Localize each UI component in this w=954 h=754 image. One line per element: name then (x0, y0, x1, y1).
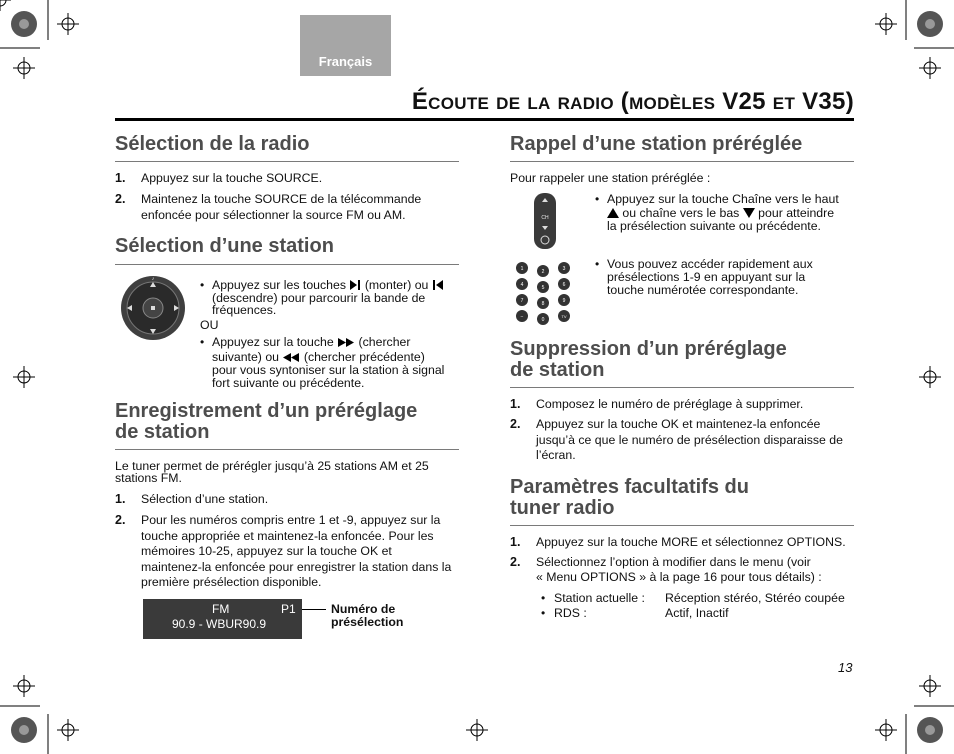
bullet-text: présélections 1-9 en appuyant sur la (607, 270, 806, 284)
page-title: Écoute de la radio (modèles V25 et V35) (411, 88, 854, 115)
option-value: Actif, Inactif (665, 606, 729, 620)
section-rule (510, 387, 854, 388)
step-text: Composez le numéro de préréglage à supprimer. (536, 397, 804, 411)
step-text: Appuyez sur la touche MORE et sélectionnez OPTIONS. (536, 535, 846, 549)
step-text: maintenez-la enfoncée pour enregistrer la station dans la (141, 559, 452, 574)
heading-selection-radio: Sélection de la radio (115, 133, 310, 155)
bullet-text: ou chaîne vers le bas pour atteindre (607, 206, 834, 222)
step-text: Sélection d’une station. (141, 492, 269, 506)
svg-text:1: 1 (520, 266, 524, 272)
step-text: l’écran. (536, 448, 576, 462)
channel-down-icon (743, 208, 755, 218)
display-station: 90.9 - WBUR90.9 (172, 617, 267, 631)
heading-parametres: Paramètres facultatifs du tuner radio (510, 476, 749, 519)
bullet-text: touche numérotée correspondante. (607, 283, 799, 297)
tuner-display-illustration (143, 599, 302, 639)
option-label: RDS : (554, 606, 587, 620)
step-text: touche appropriée et maintenez-la enfoncée. Pour les (141, 528, 434, 543)
svg-text:TV: TV (561, 314, 567, 319)
bullet-text: Vous pouvez accéder rapidement aux (607, 257, 813, 271)
step-number: 1. (115, 492, 126, 506)
callout-label: Numéro de (331, 602, 396, 616)
next-track-icon (349, 279, 361, 291)
step-number: 2. (115, 513, 126, 527)
svg-text:♪: ♪ (151, 276, 155, 282)
intro-text: stations FM. (115, 471, 182, 485)
step-number: 1. (510, 535, 521, 549)
step-text: enfoncée pour sélectionner la source FM ou AM. (141, 208, 406, 222)
step-number: 2. (115, 192, 126, 206)
step-text: Maintenez la touche SOURCE de la télécommande (141, 192, 422, 206)
bullet-text: Appuyez sur la touche Chaîne vers le haut (607, 192, 839, 206)
heading-enregistrement: Enregistrement d’un préréglage de station (115, 400, 418, 443)
display-band: FM (212, 602, 230, 616)
title-rule (115, 118, 854, 121)
page-number: 13 (838, 660, 853, 675)
bullet-text: suivante) ou (chercher précédente) (212, 350, 425, 364)
step-text: première présélection disponible. (141, 575, 322, 589)
bullet-text: fort suivante ou précédente. (212, 376, 365, 390)
heading-rappel: Rappel d’une station préréglée (510, 133, 803, 155)
step-text: mémoires 10-25, appuyez sur la touche OK et (141, 544, 392, 558)
bullet-text: (descendre) pour parcourir la bande de (212, 291, 426, 305)
svg-text:CH: CH (541, 215, 549, 221)
language-tab (300, 15, 391, 76)
step-text: Appuyez sur la touche OK et maintenez-la enfoncée (536, 417, 821, 431)
remote-keypad-illustration (512, 258, 578, 328)
svg-text:6: 6 (562, 282, 566, 288)
bullet-text: pour vous syntoniser sur la station à signal (212, 363, 445, 377)
option-value: Réception stéréo, Stéréo coupée (665, 591, 845, 605)
remote-navpad-illustration (120, 275, 186, 341)
intro-text: Pour rappeler une station préréglée : (510, 171, 711, 185)
bullet-text: Appuyez sur les touches (monter) ou (212, 278, 444, 294)
section-rule (115, 449, 459, 450)
step-text: Sélectionnez l’option à modifier dans le menu (voir (536, 555, 811, 569)
fast-forward-icon (337, 337, 355, 348)
intro-text: Le tuner permet de prérégler jusqu’à 25 stations AM et 25 (115, 459, 429, 473)
svg-text:7: 7 (520, 298, 524, 304)
svg-text:0: 0 (541, 317, 545, 323)
language-tab-label: Français (318, 54, 373, 69)
svg-text:4: 4 (520, 282, 524, 288)
bullet-text: Appuyez sur la touche (chercher (212, 335, 411, 349)
rewind-icon (282, 352, 300, 363)
step-number: 2. (510, 417, 521, 431)
svg-text:5: 5 (541, 285, 545, 291)
svg-text:−: − (520, 314, 524, 320)
display-preset: P1 (281, 602, 296, 616)
step-text: jusqu’à ce que le numéro de présélection disparaisse de (536, 433, 843, 447)
section-rule (115, 264, 459, 265)
bullet-text: la présélection suivante ou précédente. (607, 219, 821, 233)
step-number: 2. (510, 555, 521, 569)
channel-up-icon (607, 208, 619, 218)
section-rule (510, 525, 854, 526)
step-text: « Menu OPTIONS » à la page 16 pour tous détails) : (536, 570, 822, 584)
or-text: OU (200, 318, 219, 332)
svg-text:9: 9 (562, 298, 566, 304)
svg-text:3: 3 (562, 266, 566, 272)
previous-track-icon (432, 279, 444, 291)
heading-suppression: Suppression d’un préréglage de station (510, 338, 787, 381)
step-number: 1. (115, 171, 126, 185)
option-label: Station actuelle : (554, 591, 645, 605)
callout-line (302, 609, 326, 610)
step-text: Appuyez sur la touche SOURCE. (141, 171, 323, 185)
bullet-text: fréquences. (212, 303, 277, 317)
section-rule (510, 161, 854, 162)
remote-channel-rocker-illustration (533, 192, 557, 250)
section-rule (115, 161, 459, 162)
svg-text:2: 2 (541, 269, 545, 275)
svg-text:8: 8 (541, 301, 545, 307)
callout-label: présélection (331, 615, 404, 629)
heading-selection-station: Sélection d’une station (115, 235, 334, 257)
step-number: 1. (510, 397, 521, 411)
step-text: Pour les numéros compris entre 1 et -9, appuyez sur la (141, 513, 441, 527)
